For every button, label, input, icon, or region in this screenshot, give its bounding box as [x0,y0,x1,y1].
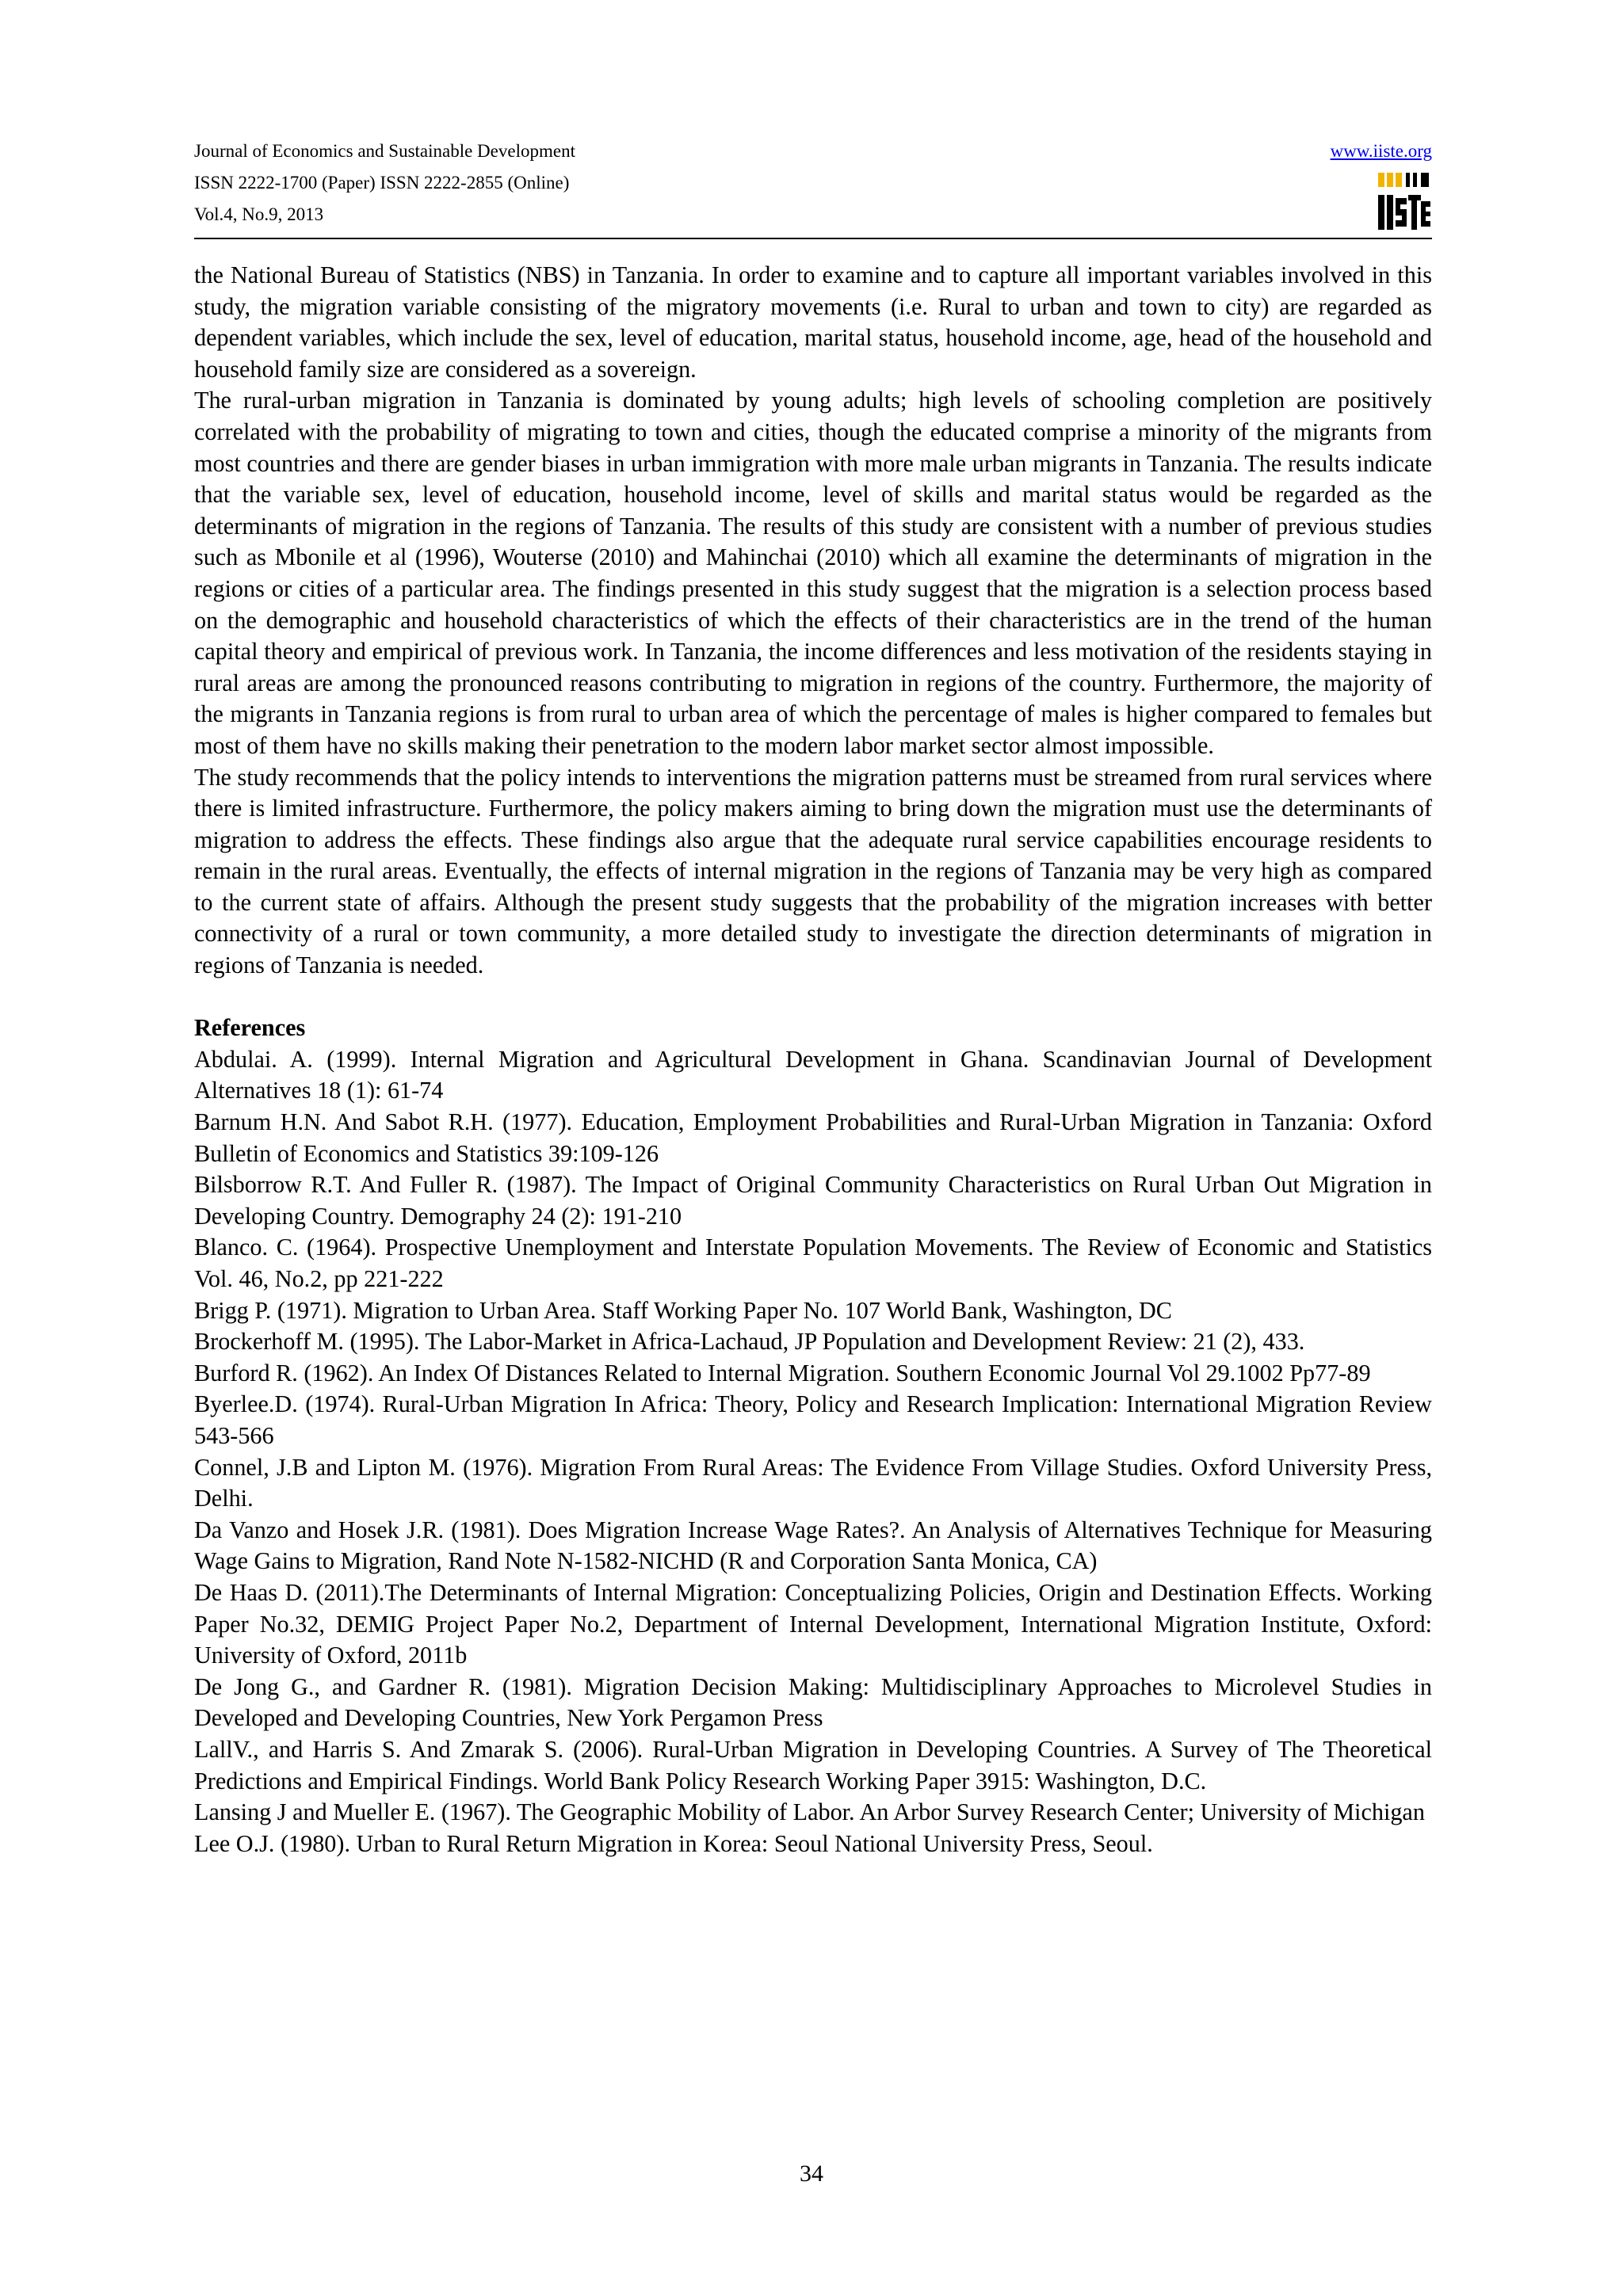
reference-item: Brigg P. (1971). Migration to Urban Area. Staff Working Paper No. 107 World Bank, Washington, DC [194,1296,1172,1324]
journal-url-link[interactable]: www.iiste.org [1330,141,1432,161]
volume-line: Vol.4, No.9, 2013 [194,204,324,224]
reference-list [194,1044,1432,1859]
article-body [194,260,1432,1859]
reference-item: Burford R. (1962). An Index Of Distances Related to Internal Migration. Southern Economic Journal Vol 29.1002 Pp77-89 [194,1359,1371,1386]
reference-item: Da Vanzo and Hosek J.R. (1981). Does Migration Increase Wage Rates?. An Analysis of Alternatives Technique for Measuring Wage Gains to Migration, Rand Note N-1582-NICHD (R and Corporation Santa Monica, CA) [194,1516,1432,1575]
reference-item: Lansing J and Mueller E. (1967). The Geographic Mobility of Labor. An Arbor Survey Research Center; University of Michigan [194,1798,1425,1826]
journal-title: Journal of Economics and Sustainable Development [194,141,575,161]
logo-letters-icon [1378,195,1430,230]
reference-item: Bilsborrow R.T. And Fuller R. (1987). The Impact of Original Community Characteristics on Rural Urban Out Migration in Developing Country. Demography 24 (2): 191-210 [194,1171,1432,1230]
reference-item: Byerlee.D. (1974). Rural-Urban Migration In Africa: Theory, Policy and Research Implication: International Migration Review 543-566 [194,1390,1432,1449]
issn-line: ISSN 2222-1700 (Paper) ISSN 2222-2855 (Online) [194,173,570,193]
reference-item: Connel, J.B and Lipton M. (1976). Migration From Rural Areas: The Evidence From Village Studies. Oxford University Press, Delhi. [194,1453,1432,1512]
reference-item: Blanco. C. (1964). Prospective Unemployment and Interstate Population Movements. The Review of Economic and Statistics Vol. 46, No.2, pp 221-222 [194,1234,1432,1292]
references-heading: References [194,1014,306,1042]
reference-item: Barnum H.N. And Sabot R.H. (1977). Education, Employment Probabilities and Rural-Urban Migration in Tanzania: Oxford Bulletin of Economics and Statistics 39:109-126 [194,1108,1432,1167]
body-paragraph: The study recommends that the policy intends to interventions the migration patterns must be streamed from rural services where there is limited infrastructure. Furthermore, the policy makers aiming to bring down the migration must use the determinants of migration to address the effects. These findings also argue that the adequate rural service capabilities encourage residents to remain in the rural areas. Eventually, the effects of internal migration in the regions of Tanzania may be very high as compared to the current state of affairs. Although the present study suggests that the probability of the migration increases with better connectivity of a rural or town community, a more detailed study to investigate the direction determinants of migration in regions of Tanzania is needed. [194,763,1432,979]
iiste-logo [1377,171,1432,233]
page-header [194,136,1432,239]
reference-item: De Jong G., and Gardner R. (1981). Migration Decision Making: Multidisciplinary Approaches to Microlevel Studies in Developed and Developing Countries, New York Pergamon Press [194,1672,1432,1732]
reference-item: Lee O.J. (1980). Urban to Rural Return Migration in Korea: Seoul National University Press, Seoul. [194,1829,1153,1857]
page-number: 34 [800,2161,823,2187]
logo-bars-icon [1378,173,1429,187]
reference-item: Abdulai. A. (1999). Internal Migration and Agricultural Development in Ghana. Scandinavian Journal of Development Alternatives 18 (1): 61-74 [194,1045,1432,1104]
reference-item: LallV., and Harris S. And Zmarak S. (2006). Rural-Urban Migration in Developing Countries. A Survey of The Theoretical Predictions and Empirical Findings. World Bank Policy Research Working Paper 3915: Washington, D.C. [194,1735,1432,1794]
body-paragraph: The rural-urban migration in Tanzania is dominated by young adults; high levels of schooling completion are positively correlated with the probability of migrating to town and cities, though the educated comprise a minority of the migrants from most countries and there are gender biases in urban immigration with more male urban migrants in Tanzania. The results indicate that the variable sex, level of education, household income, level of skills and marital status would be regarded as the determinants of migration in the regions of Tanzania. The results of this study are consistent with a number of previous studies such as Mbonile et al (1996), Wouterse (2010) and Mahinchai (2010) which all examine the determinants of migration in the regions or cities of a particular area. The findings presented in this study suggest that the migration is a selection process based on the demographic and household characteristics of which the effects of their characteristics are in the trend of the human capital theory and empirical of previous work. In Tanzania, the income differences and less motivation of the residents staying in rural areas are among the pronounced reasons contributing to migration in regions of the country. Furthermore, the majority of the migrants in Tanzania regions is from rural to urban area of which the percentage of males is higher compared to females but most of them have no skills making their penetration to the modern labor market sector almost impossible. [194,387,1432,759]
reference-item: De Haas D. (2011).The Determinants of Internal Migration: Conceptualizing Policies, Origin and Destination Effects. Working Paper No.32, DEMIG Project Paper No.2, Department of Internal Development, International Migration Institute, Oxford: University of Oxford, 2011b [194,1578,1432,1669]
body-paragraph: the National Bureau of Statistics (NBS) in Tanzania. In order to examine and to capture all important variables involved in this study, the migration variable consisting of the migratory movements (i.e. Rural to urban and town to city) are regarded as dependent variables, which include the sex, level of education, marital status, household income, age, head of the household and household family size are considered as a sovereign. [194,261,1432,383]
reference-item: Brockerhoff M. (1995). The Labor-Market in Africa-Lachaud, JP Population and Development Review: 21 (2), 433. [194,1328,1305,1356]
